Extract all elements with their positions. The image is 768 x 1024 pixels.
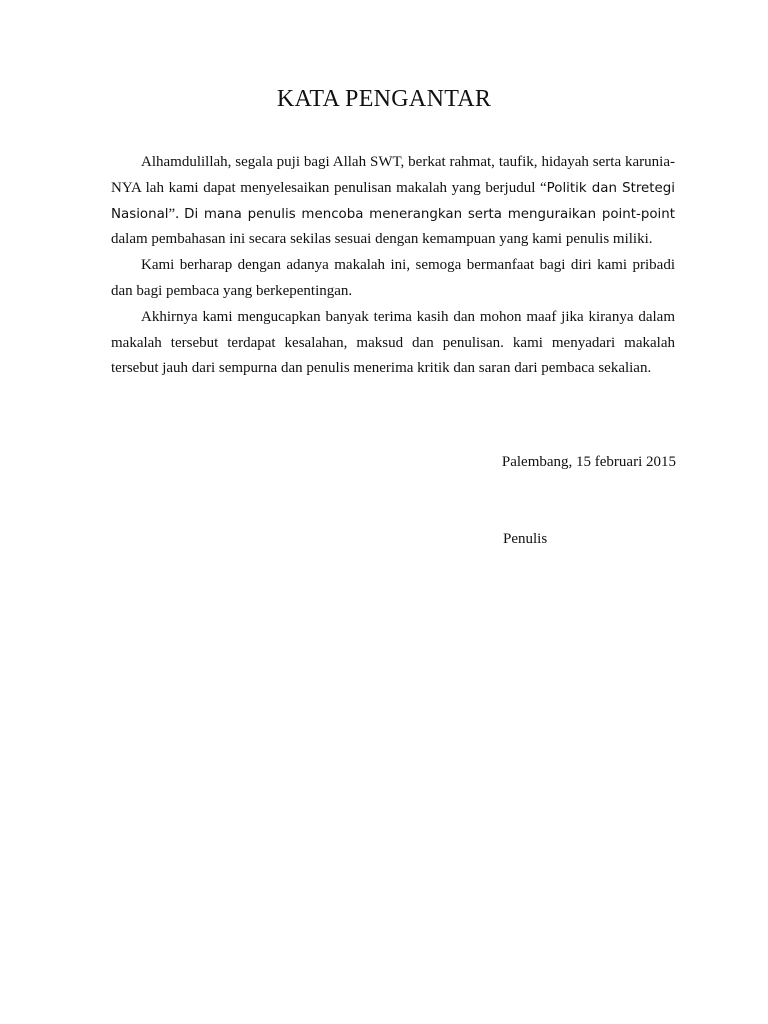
paragraph-2-text: Kami berharap dengan adanya makalah ini, semoga bermanfaat bagi diri kami pribadi dan bagi pembaca yang berkepentingan.: [111, 257, 675, 299]
paragraph-1-text-c: Di mana penulis mencoba menerangkan serta menguraikan point-point: [184, 206, 675, 222]
place-date: Palembang, 15 februari 2015: [501, 454, 676, 470]
paragraph-3: [111, 305, 675, 382]
foreword-body: [111, 150, 675, 382]
paragraph-3-text: Akhirnya kami mengucapkan banyak terima kasih dan mohon maaf jika kiranya dalam makalah tersebut terdapat kesalahan, maksud dan penulisan. kami menyadari makalah tersebut jauh dari sempurna dan penulis menerima kritik dan saran dari pembaca sekalian.: [111, 308, 675, 377]
paragraph-1-title-quote: Politik dan Stretegi Nasional: [111, 180, 675, 222]
paragraph-1-text-a: Alhamdulillah, segala puji bagi Allah SWT, berkat rahmat, taufik, hidayah serta karunia-NYA lah kami dapat menyelesaikan penulisan makalah yang berjudul “: [111, 154, 675, 196]
page-title: KATA PENGANTAR: [276, 86, 492, 112]
paragraph-1-text-b: ”.: [168, 205, 185, 222]
author-signature: Penulis: [503, 531, 548, 547]
paragraph-1-text-d: dalam pembahasan ini secara sekilas sesuai dengan kemampuan yang kami penulis miliki.: [111, 231, 653, 248]
paragraph-2: [111, 253, 675, 305]
paragraph-1: [111, 150, 675, 253]
